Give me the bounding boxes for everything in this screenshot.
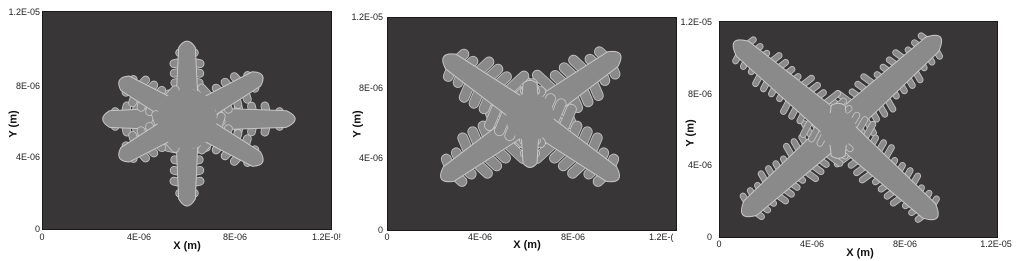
panel-3 <box>680 0 1023 261</box>
dendrite-2-core <box>506 93 554 141</box>
x-tick-2-4e: 4E-06 <box>467 232 493 242</box>
x-tick-3-8e: 8E-06 <box>892 239 918 249</box>
y-tick-2-4e: 4E-06 <box>358 153 383 163</box>
plot-area-3 <box>719 21 998 238</box>
x-axis-label-1: X (m) <box>173 240 201 252</box>
y-tick-3-top: 1.2E-05 <box>680 17 712 27</box>
y-tick-1-0: 0 <box>34 224 40 234</box>
y-tick-3-0: 0 <box>706 232 712 242</box>
plot-area-2 <box>387 17 677 231</box>
x-axis-label-3: X (m) <box>846 247 874 259</box>
y-tick-2-8e: 8E-06 <box>358 83 383 93</box>
x-tick-2-last: 1.2E-( <box>649 232 674 242</box>
y-tick-1-top: 1.2E-05 <box>8 7 40 17</box>
y-axis-label-1: Y (m) <box>7 110 20 138</box>
crystal-dendrite-2 <box>388 18 676 230</box>
y-tick-1-4e: 4E-06 <box>15 152 40 162</box>
x-tick-3-0: 0 <box>716 239 722 249</box>
crystal-dendrite-3 <box>720 22 997 237</box>
panel-2 <box>340 0 680 261</box>
x-tick-2-8e: 8E-06 <box>560 232 586 242</box>
plot-area-1 <box>42 11 332 230</box>
x-tick-1-last: 1.2E-0! <box>312 232 342 242</box>
y-tick-3-8e: 8E-06 <box>687 89 712 99</box>
dendrite-1-core <box>157 89 216 148</box>
panel-1 <box>0 0 340 261</box>
x-axis-label-2: X (m) <box>513 239 541 251</box>
x-tick-2-0: 0 <box>384 232 390 242</box>
x-tick-3-last: 1.2E-05 <box>980 239 1012 249</box>
y-axis-label-2: Y (m) <box>351 110 364 138</box>
y-axis-label-3: Y (m) <box>684 119 697 147</box>
y-tick-3-4e: 4E-06 <box>687 160 712 170</box>
crystal-dendrite-1 <box>43 12 331 229</box>
y-tick-2-0: 0 <box>377 225 383 235</box>
x-tick-1-4e: 4E-06 <box>126 232 152 242</box>
x-tick-3-4e: 4E-06 <box>799 239 825 249</box>
y-tick-2-top: 1.2E-05 <box>351 12 383 22</box>
y-tick-1-8e: 8E-06 <box>15 81 40 91</box>
x-tick-1-8e: 8E-06 <box>222 232 248 242</box>
x-tick-1-last-clip <box>312 232 342 244</box>
dendrite-3-core <box>820 111 856 147</box>
x-tick-1-0: 0 <box>39 232 45 242</box>
